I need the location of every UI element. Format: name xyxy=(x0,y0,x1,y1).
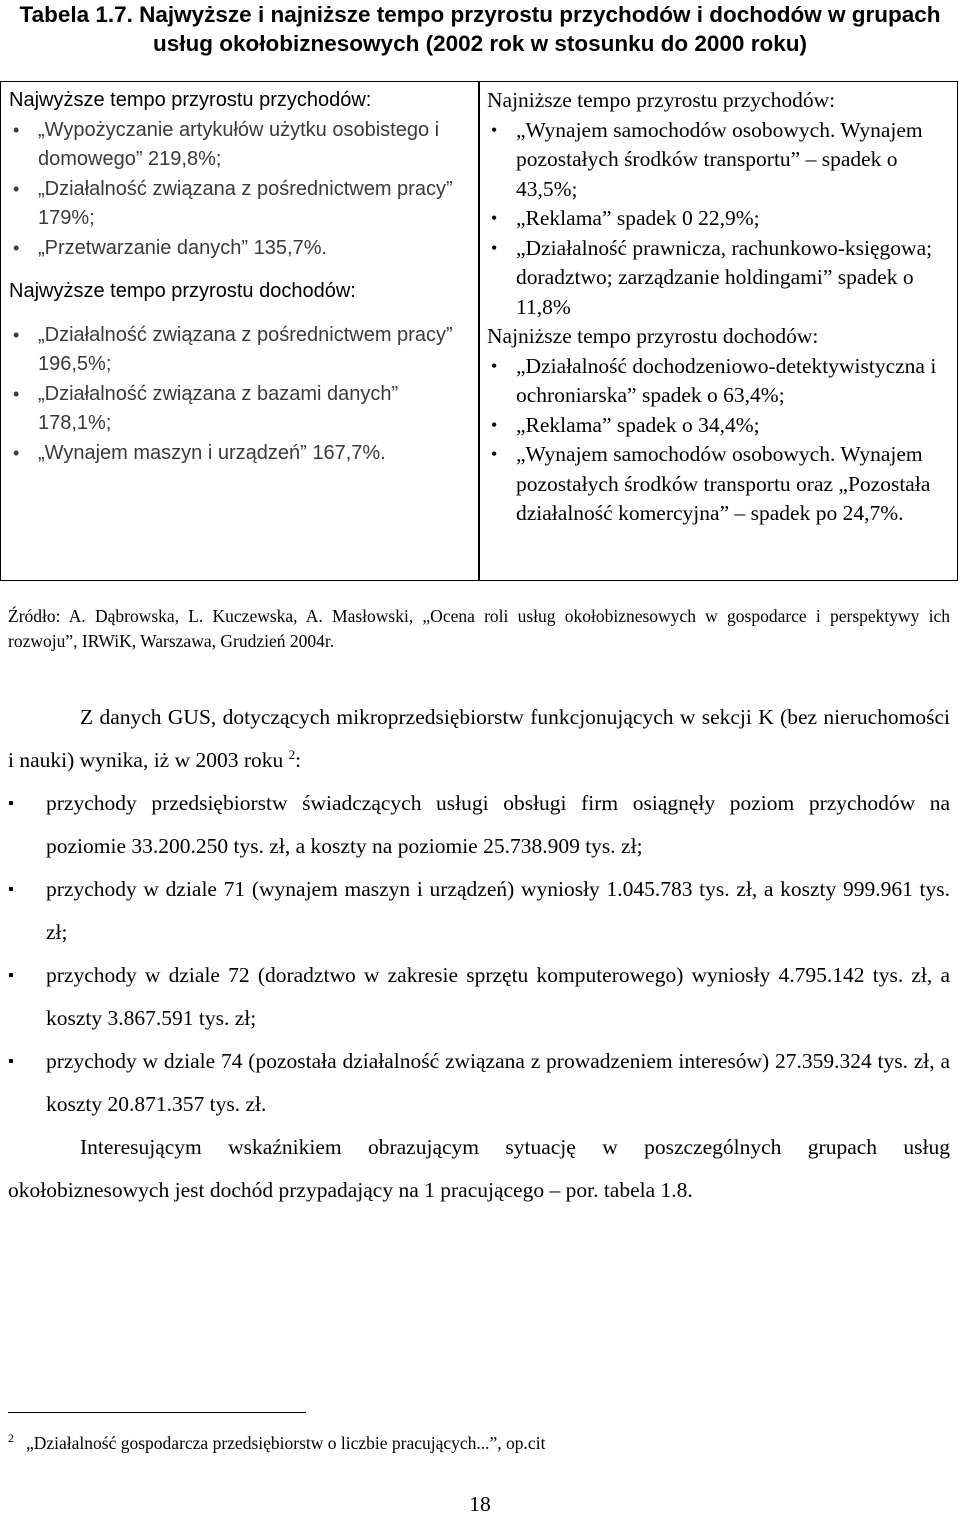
highest-income-heading: Najwyższe tempo przyrostu dochodów: xyxy=(9,280,356,302)
gus-data-list xyxy=(8,782,950,1126)
footnote-text: „Działalność gospodarcza przedsiębiorstw o liczbie pracujących...”, op.cit xyxy=(26,1432,546,1453)
intro-text: Z danych GUS, dotyczących mikroprzedsiębiorstw funkcjonujących w sekcji K (bez nieruchomości i nauki) wynika, iż w 2003 roku xyxy=(8,705,950,772)
list-item: ▪ przychody w dziale 71 (wynajem maszyn i urządzeń) wyniosły 1.045.783 tys. zł, a koszty 999.961 tys. zł; xyxy=(8,868,950,954)
list-item: • „Działalność związana z pośrednictwem pracy” 179%; xyxy=(9,175,471,234)
list-item: • „Działalność prawnicza, rachunkowo-księgowa; doradztwo; zarządzanie holdingami” spadek o 11,8% xyxy=(487,234,951,323)
lowest-revenue-heading: Najniższe tempo przyrostu przychodów: xyxy=(487,88,836,112)
intro-end: : xyxy=(295,748,302,772)
column-divider xyxy=(478,82,480,580)
lowest-income-list xyxy=(487,352,951,529)
intro-paragraph xyxy=(8,696,950,782)
closing-paragraph: Interesującym wskaźnikiem obrazującym sytuację w poszczególnych grupach usług okołobiznesowych jest dochód przypadający na 1 pracującego – por. tabela 1.8. xyxy=(8,1135,950,1202)
list-item: • „Reklama” spadek 0 22,9%; xyxy=(487,204,951,234)
table-source: Źródło: A. Dąbrowska, L. Kuczewska, A. Masłowski, „Ocena roli usług okołobiznesowych w gospodarce i perspektywy ich rozwoju”, IRWiK, Warszawa, Grudzień 2004r. xyxy=(8,606,950,651)
highest-income-list xyxy=(9,321,471,469)
list-item: • „Wynajem samochodów osobowych. Wynajem pozostałych środków transportu oraz „Pozostała działalność komercyjna” – spadek po 24,7%. xyxy=(487,440,951,529)
highest-revenue-heading: Najwyższe tempo przyrostu przychodów: xyxy=(9,89,372,111)
highest-revenue-list xyxy=(9,116,471,264)
list-item: • „Wynajem samochodów osobowych. Wynajem pozostałych środków transportu” – spadek o 43,5%; xyxy=(487,116,951,205)
caption-line-2: usług okołobiznesowych (2002 rok w stosunku do 2000 roku) xyxy=(153,31,807,56)
lowest-growth-cell xyxy=(487,86,951,529)
caption-line-1: Tabela 1.7. Najwyższe i najniższe tempo przyrostu przychodów i dochodów w grupach xyxy=(19,2,941,27)
footnote-separator xyxy=(8,1412,306,1413)
footnote xyxy=(8,1426,545,1455)
list-item: ▪ przychody w dziale 74 (pozostała działalność związana z prowadzeniem interesów) 27.359.324 tys. zł, a koszty 20.871.357 tys. zł. xyxy=(8,1040,950,1126)
list-item: • „Wynajem maszyn i urządzeń” 167,7%. xyxy=(9,439,471,469)
list-item: • „Działalność dochodzeniowo-detektywistyczna i ochroniarska” spadek o 63,4%; xyxy=(487,352,951,411)
footnote-ref[interactable]: 2 xyxy=(288,746,296,762)
page-number: 18 xyxy=(469,1492,491,1516)
body-text xyxy=(8,696,950,1212)
table-caption xyxy=(8,0,952,58)
list-item: • „Działalność związana z bazami danych” 178,1%; xyxy=(9,380,471,439)
highest-growth-cell xyxy=(9,86,471,468)
lowest-revenue-list xyxy=(487,116,951,323)
lowest-income-heading: Najniższe tempo przyrostu dochodów: xyxy=(487,324,819,348)
comparison-table xyxy=(0,81,958,581)
list-item: ▪ przychody w dziale 72 (doradztwo w zakresie sprzętu komputerowego) wyniosły 4.795.142 tys. zł, a koszty 3.867.591 tys. zł; xyxy=(8,954,950,1040)
list-item: • „Reklama” spadek o 34,4%; xyxy=(487,411,951,441)
list-item: • „Przetwarzanie danych” 135,7%. xyxy=(9,234,471,264)
footnote-number: 2 xyxy=(8,1431,14,1445)
list-item: • „Działalność związana z pośrednictwem pracy” 196,5%; xyxy=(9,321,471,380)
list-item: ▪ przychody przedsiębiorstw świadczących usługi obsługi firm osiągnęły poziom przychodów na poziomie 33.200.250 tys. zł, a koszty na poziomie 25.738.909 tys. zł; xyxy=(8,782,950,868)
list-item: • „Wypożyczanie artykułów użytku osobistego i domowego” 219,8%; xyxy=(9,116,471,175)
